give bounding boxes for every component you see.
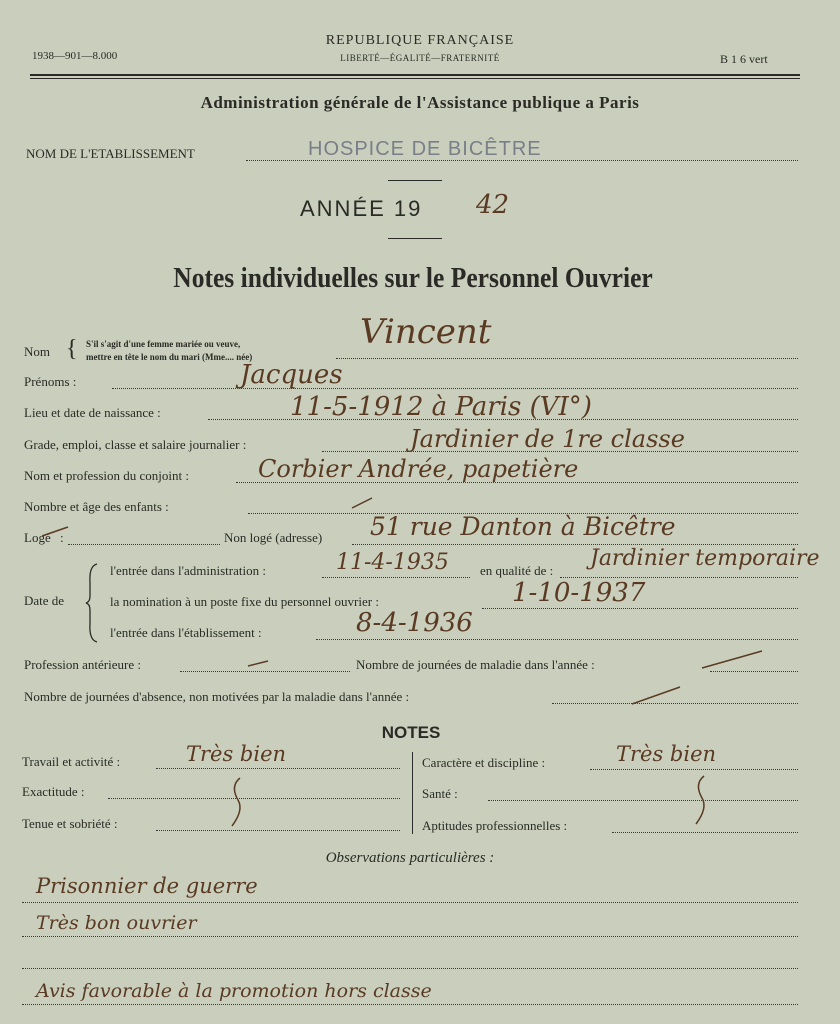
entree-etab-value: 8-4-1936: [356, 608, 473, 638]
caractere-line: [590, 769, 798, 770]
non-loge-value: 51 rue Danton à Bicêtre: [370, 512, 676, 541]
year-label: ANNÉE 19: [300, 196, 423, 221]
date-brace: [84, 562, 100, 644]
conjoint-value: Corbier Andrée, papetière: [258, 455, 579, 483]
prenoms-value: Jacques: [240, 360, 343, 390]
maladie-line: [710, 671, 798, 672]
administration-heading: Administration générale de l'Assistance publique a Paris: [200, 93, 640, 112]
year-rule-bottom: [388, 238, 442, 239]
maladie-dash: [700, 648, 764, 670]
tenue-line: [156, 830, 400, 831]
profession-label: Profession antérieure :: [24, 657, 141, 672]
exactitude-ditto: [226, 776, 248, 828]
nom-brace: {: [66, 336, 78, 362]
maladie-label: Nombre de journées de maladie dans l'année :: [356, 657, 595, 672]
qualite-label: en qualité de :: [480, 563, 554, 578]
entree-admin-label: l'entrée dans l'administration :: [110, 563, 266, 578]
sante-label: Santé :: [422, 786, 458, 801]
caractere-value: Très bien: [616, 742, 717, 766]
sante-line: [488, 800, 798, 801]
tenue-label: Tenue et sobriété :: [22, 816, 118, 831]
observation-text-4: Avis favorable à la promotion hors classe: [36, 980, 432, 1002]
entree-admin-line: [322, 577, 470, 578]
absence-dash: [630, 684, 682, 706]
establishment-stamp: HOSPICE DE BICÊTRE: [308, 138, 542, 160]
form-code: B 1 6 vert: [720, 52, 768, 66]
observations-heading: Observations particulières :: [325, 850, 495, 866]
nom-note-1: S'il s'agit d'une femme mariée ou veuve,: [86, 339, 241, 349]
sante-ditto: [690, 774, 712, 826]
observation-line-1: [22, 902, 798, 903]
prenoms-label: Prénoms :: [24, 374, 77, 389]
form-title: Notes individuelles sur le Personnel Ouvrier: [173, 262, 653, 294]
loge-line: [68, 544, 220, 545]
aptitudes-line: [612, 832, 798, 833]
print-reference: 1938—901—8.000: [32, 50, 118, 62]
republic-motto: LIBERTÉ—ÉGALITÉ—FRATERNITÉ: [340, 53, 500, 63]
non-loge-line: [352, 544, 798, 545]
loge-strike: [40, 524, 70, 538]
header-rule-thin: [30, 78, 800, 79]
non-loge-label: Non logé (adresse): [224, 530, 323, 545]
republic-heading: REPUBLIQUE FRANÇAISE: [325, 33, 515, 48]
enfants-label: Nombre et âge des enfants :: [24, 499, 169, 514]
exactitude-label: Exactitude :: [22, 784, 85, 799]
observation-line-4: [22, 1004, 798, 1005]
date-de-label: Date de: [24, 593, 65, 608]
travail-line: [156, 768, 400, 769]
observation-text-2: Très bon ouvrier: [36, 912, 197, 934]
nomination-line: [482, 608, 798, 609]
observation-line-3: [22, 968, 798, 969]
observation-text-1: Prisonnier de guerre: [36, 874, 258, 898]
enfants-dash: [350, 496, 374, 510]
conjoint-label: Nom et profession du conjoint :: [24, 468, 190, 483]
observation-line-2: [22, 936, 798, 937]
profession-dash: [246, 658, 270, 668]
notes-divider: [412, 752, 413, 834]
grade-label: Grade, emploi, classe et salaire journalier :: [24, 437, 247, 452]
nom-label: Nom: [24, 344, 50, 359]
naissance-value: 11-5-1912 à Paris (VI°): [290, 392, 592, 422]
naissance-label: Lieu et date de naissance :: [24, 405, 161, 420]
aptitudes-label: Aptitudes professionnelles :: [422, 818, 568, 833]
exactitude-line: [108, 798, 400, 799]
nom-note-2: mettre en tête le nom du mari (Mme.... née): [86, 352, 253, 362]
profession-line: [180, 671, 350, 672]
caractere-label: Caractère et discipline :: [422, 755, 546, 770]
loge-label: Logé: [24, 530, 51, 545]
nomination-value: 1-10-1937: [512, 578, 646, 608]
travail-label: Travail et activité :: [22, 754, 121, 769]
entree-etab-label: l'entrée dans l'établissement :: [110, 625, 262, 640]
nomination-label: la nomination à un poste fixe du personnel ouvrier :: [110, 594, 379, 609]
year-rule-top: [388, 180, 442, 181]
nom-line: [336, 358, 798, 359]
qualite-value: Jardinier temporaire: [590, 546, 820, 571]
year-value: 42: [476, 190, 510, 220]
absence-label: Nombre de journées d'absence, non motivées par la maladie dans l'année :: [24, 689, 410, 704]
grade-value: Jardinier de 1re classe: [410, 425, 685, 453]
establishment-label: NOM DE L'ETABLISSEMENT: [26, 146, 195, 161]
entree-admin-value: 11-4-1935: [336, 550, 449, 575]
nom-value: Vincent: [360, 312, 492, 352]
notes-heading: NOTES: [381, 723, 441, 742]
header-rule: [30, 74, 800, 76]
travail-value: Très bien: [186, 742, 287, 766]
prenoms-line: [112, 388, 798, 389]
entree-etab-line: [316, 639, 798, 640]
